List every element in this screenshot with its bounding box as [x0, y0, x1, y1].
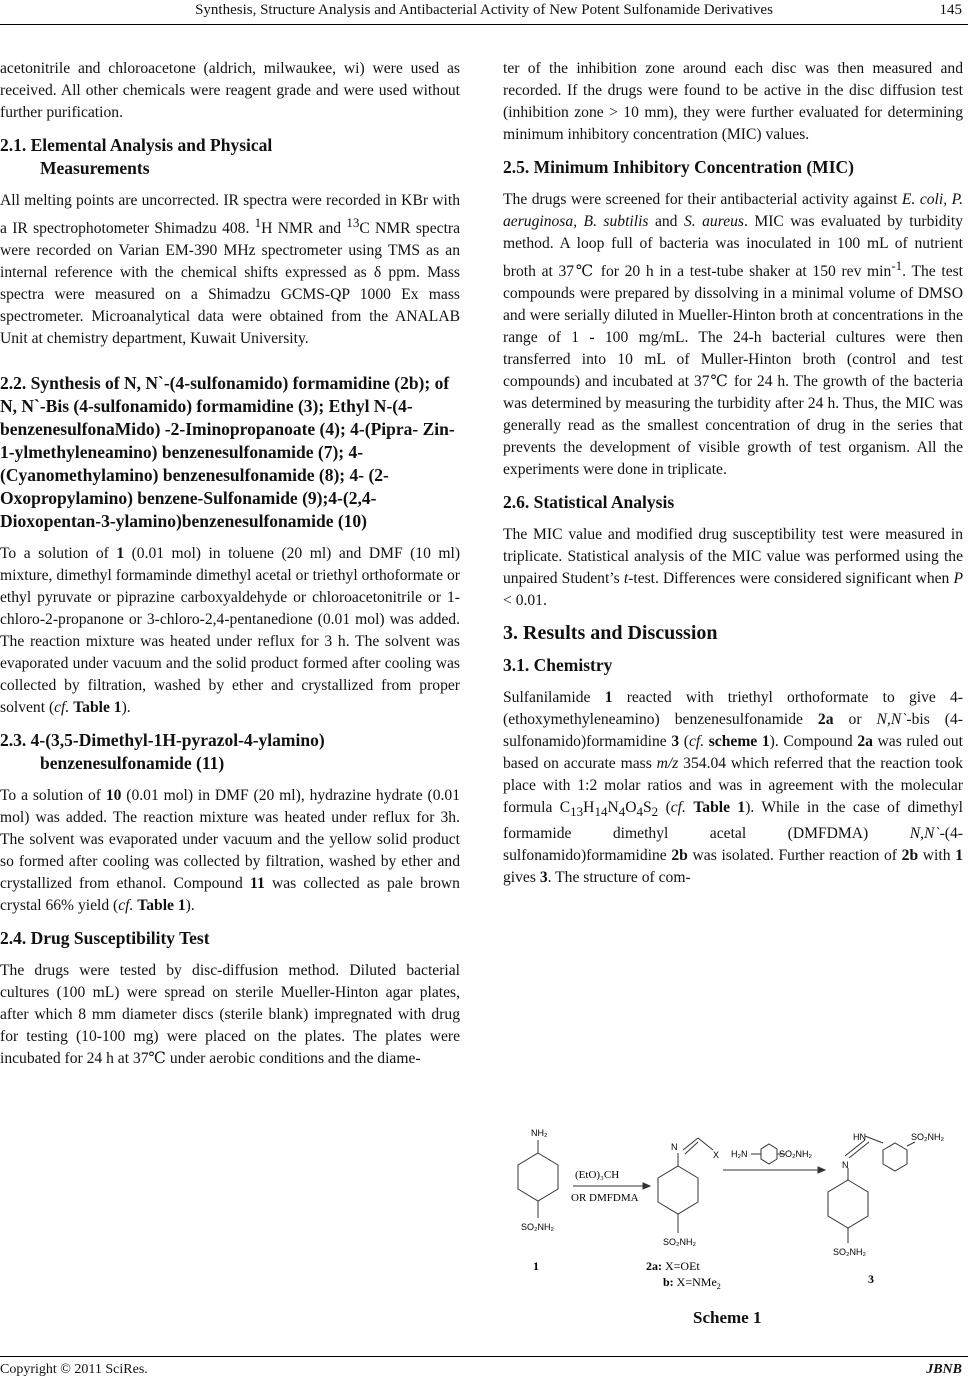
compound-label-2b: b: X=NMe$_2$	[663, 1275, 721, 1291]
reagent-label-2: OR DMFDMA	[571, 1192, 639, 1204]
scheme-1-figure	[503, 1098, 963, 1348]
continued-paragraph: ter of the inhibition zone around each disc was then measured and recorded. If the drugs were found to be active in the disc diffusion test (inhibition zone > 10 mm), they were further evaluated for determining minimum inhibitory concentration (MIC) values.	[503, 60, 963, 143]
footer-rule	[0, 1356, 968, 1357]
section-2-3-heading: 2.3. 4-(3,5-Dimethyl-1H-pyrazol-4-ylamino) benzenesulfonamide (11)	[0, 730, 325, 774]
scheme-caption: Scheme 1	[693, 1308, 762, 1327]
scheme-drawing	[503, 1098, 963, 1308]
so2nh2-label-3a: SO₂NH₂	[911, 1132, 944, 1142]
journal-abbrev: JBNB	[926, 1362, 962, 1377]
section-2-6-paragraph: The MIC value and modified drug susceptibility test were measured in triplicate. Statistical analysis of the MIC value was performed using the unpaired Student’s t-test. Differences were considered significant when P < 0.01.	[503, 526, 963, 610]
section-2-3-paragraph: To a solution of 10 (0.01 mol) in DMF (20 ml), hydrazine hydrate (0.01 mol) was added. The reaction mixture was heated under reflux for 3h. The solvent was evaporated under vacuum and the yellow solid product so formed after cooling was collected by filtration, washed by ether and crystallized from ethanol. Compound 11 was collected as pale brown crystal 66% yield (cf. Table 1).	[0, 787, 460, 915]
section-2-5-heading: 2.5. Minimum Inhibitory Concentration (MIC)	[503, 157, 854, 177]
section-3-1-heading: 3.1. Chemistry	[503, 655, 613, 676]
section-2-6-heading: 2.6. Statistical Analysis	[503, 492, 675, 513]
ring-compound-3-bottom	[828, 1180, 868, 1228]
copyright: Copyright © 2011 SciRes.	[0, 1362, 148, 1377]
so2nh2-label-reagent: SO₂NH₂	[779, 1149, 812, 1159]
right-column	[503, 58, 963, 897]
ring-compound-1	[518, 1153, 558, 1201]
ring-compound-3-top	[883, 1143, 907, 1171]
section-2-1-paragraph: All melting points are uncorrected. IR spectra were recorded in KBr with a IR spectrophotometer Shimadzu 408. $^1$H NMR and $^{13}$C NMR spectra were recorded on Varian EM-390 MHz spectrometer using TMS as an internal reference with the chemical shifts expressed as δ ppm. Mass spectra were measured on a Shimadzu GCMS-QP 1000 Ex mass spectrometer. Microanalytical data were obtained from the ANALAB Unit at chemistry department, Kuwait University.	[0, 192, 461, 348]
so2nh2-label-1: SO₂NH₂	[521, 1222, 554, 1232]
compound-label-3: 3	[868, 1272, 874, 1286]
page-footer	[0, 1362, 968, 1378]
reagent-label-1: (EtO)₃CH	[575, 1169, 620, 1181]
n-label-3: N	[842, 1160, 849, 1170]
left-column	[0, 58, 460, 1078]
intro-paragraph: acetonitrile and chloroacetone (aldrich, milwaukee, wi) were used as received. All other chemicals were reagent grade and were used without further purification.	[0, 60, 460, 121]
compound-label-2a: 2a: X=OEt	[646, 1259, 700, 1273]
section-2-2-paragraph: To a solution of 1 (0.01 mol) in toluene (20 ml) and DMF (10 ml) mixture, dimethyl formaminde dimethyl acetal or triethyl orthoformate or ethyl pyruvate or piprazine carboxyaldehyde or chloroacetonitrile or 1-chloro-2-propanone or 3-chloro-2,4-pentanedione (0.01 mol) was added. The reaction mixture was heated under reflux for 3 h. The solvent was evaporated under vacuum and the solid product formed after cooling was collected by filtration, washed by ether and crystallized from proper solvent (cf. Table 1).	[0, 545, 461, 717]
page-number: 145	[939, 2, 962, 18]
nh2-label: NH₂	[531, 1128, 548, 1138]
h2n-label: H₂N	[731, 1149, 748, 1159]
section-2-2-heading: 2.2. Synthesis of N, N`-(4-sulfonamido) formamidine (2b); of N, N`-Bis (4-sulfonamido) formamidine (3); Ethyl N-(4-benzenesulfonaMido) -2-Iminopropanoate (4); 4-(Pipra- Zin-1-ylmethyleneamino) benzenesulfonamide (7); 4-(Cyanomethylamino) benzenesulfonamide (8); 4- (2-Oxopropylamino) benzene-Sulfonamide (9);4-(2,4-Dioxopentan-3-ylamino)benzenesulfonamide (10)	[0, 373, 455, 532]
so2nh2-label-3b: SO₂NH₂	[833, 1247, 866, 1257]
running-header	[0, 0, 968, 22]
so2nh2-label-2: SO₂NH₂	[663, 1237, 696, 1247]
section-2-5-paragraph: The drugs were screened for their antibacterial activity against E. coli, P. aeruginosa, B. subtilis and S. aureus. MIC was evaluated by turbidity method. A loop full of bacteria was inoculated in 100 mL of nutrient broth at 37℃ for 20 h in a test-tube shaker at 150 rev $\min^{-1}$. The test compounds were prepared by dissolving in a minimal volume of DMSO and were serially diluted in Mueller-Hinton broth at concentrations in the range of 1 - 100 mg/mL. The 24-h bacterial cultures were then transferred into 10 mL of Muller-Hinton broth (control and test compounds) and incubated at 37℃ for 24 h. The growth of the bacteria was determined by measuring the turbidity after 24 h. Thus, the MIC was generally read as the smallest concentration of drug in the series that prevents the development of visible growth of test organism. All the experiments were done in triplicate.	[503, 191, 964, 479]
x-label: X	[713, 1150, 720, 1160]
ring-reagent	[761, 1144, 777, 1164]
section-2-4-heading: 2.4. Drug Susceptibility Test	[0, 928, 210, 949]
header-rule	[0, 24, 968, 25]
compound-label-1: 1	[533, 1259, 539, 1273]
hn-label: HN	[853, 1132, 866, 1142]
section-2-4-paragraph: The drugs were tested by disc-diffusion method. Diluted bacterial cultures (100 mL) were spread on sterile Mueller-Hinton agar plates, after which 8 mm diameter discs (sterile blank) impregnated with drug for testing (10-100 mg) were placed on the plates. The plates were incubated for 24 h at 37℃ under aerobic conditions and the diame-	[0, 962, 460, 1068]
running-title: Synthesis, Structure Analysis and Antibacterial Activity of New Potent Sulfonamide Derivatives	[195, 2, 773, 18]
n-label-2: N	[671, 1142, 678, 1152]
section-3-heading: 3. Results and Discussion	[503, 622, 718, 645]
section-3-1-paragraph: Sulfanilamide 1 reacted with triethyl orthoformate to give 4-(ethoxymethyleneamino) benzenesulfonamide 2a or N,N`-bis (4-sulfonamido)formamidine 3 (cf. scheme 1). Compound 2a was ruled out based on accurate mass m/z 354.04 which referred that the reaction took place with 1:2 molar ratios and was in agreement with the molecular formula $C_{13}H_{14}N_4O_4S_2$ (cf. Table 1). While in the case of dimethyl formamide dimethyl acetal (DMFDMA) N,N`-(4-sulfonamido)formamidine 2b was isolated. Further reaction of 2b with 1 gives 3. The structure of com-	[503, 689, 963, 887]
ring-compound-2	[658, 1166, 698, 1214]
section-2-1-heading: 2.1. Elemental Analysis and Physical Measurements	[0, 135, 273, 178]
